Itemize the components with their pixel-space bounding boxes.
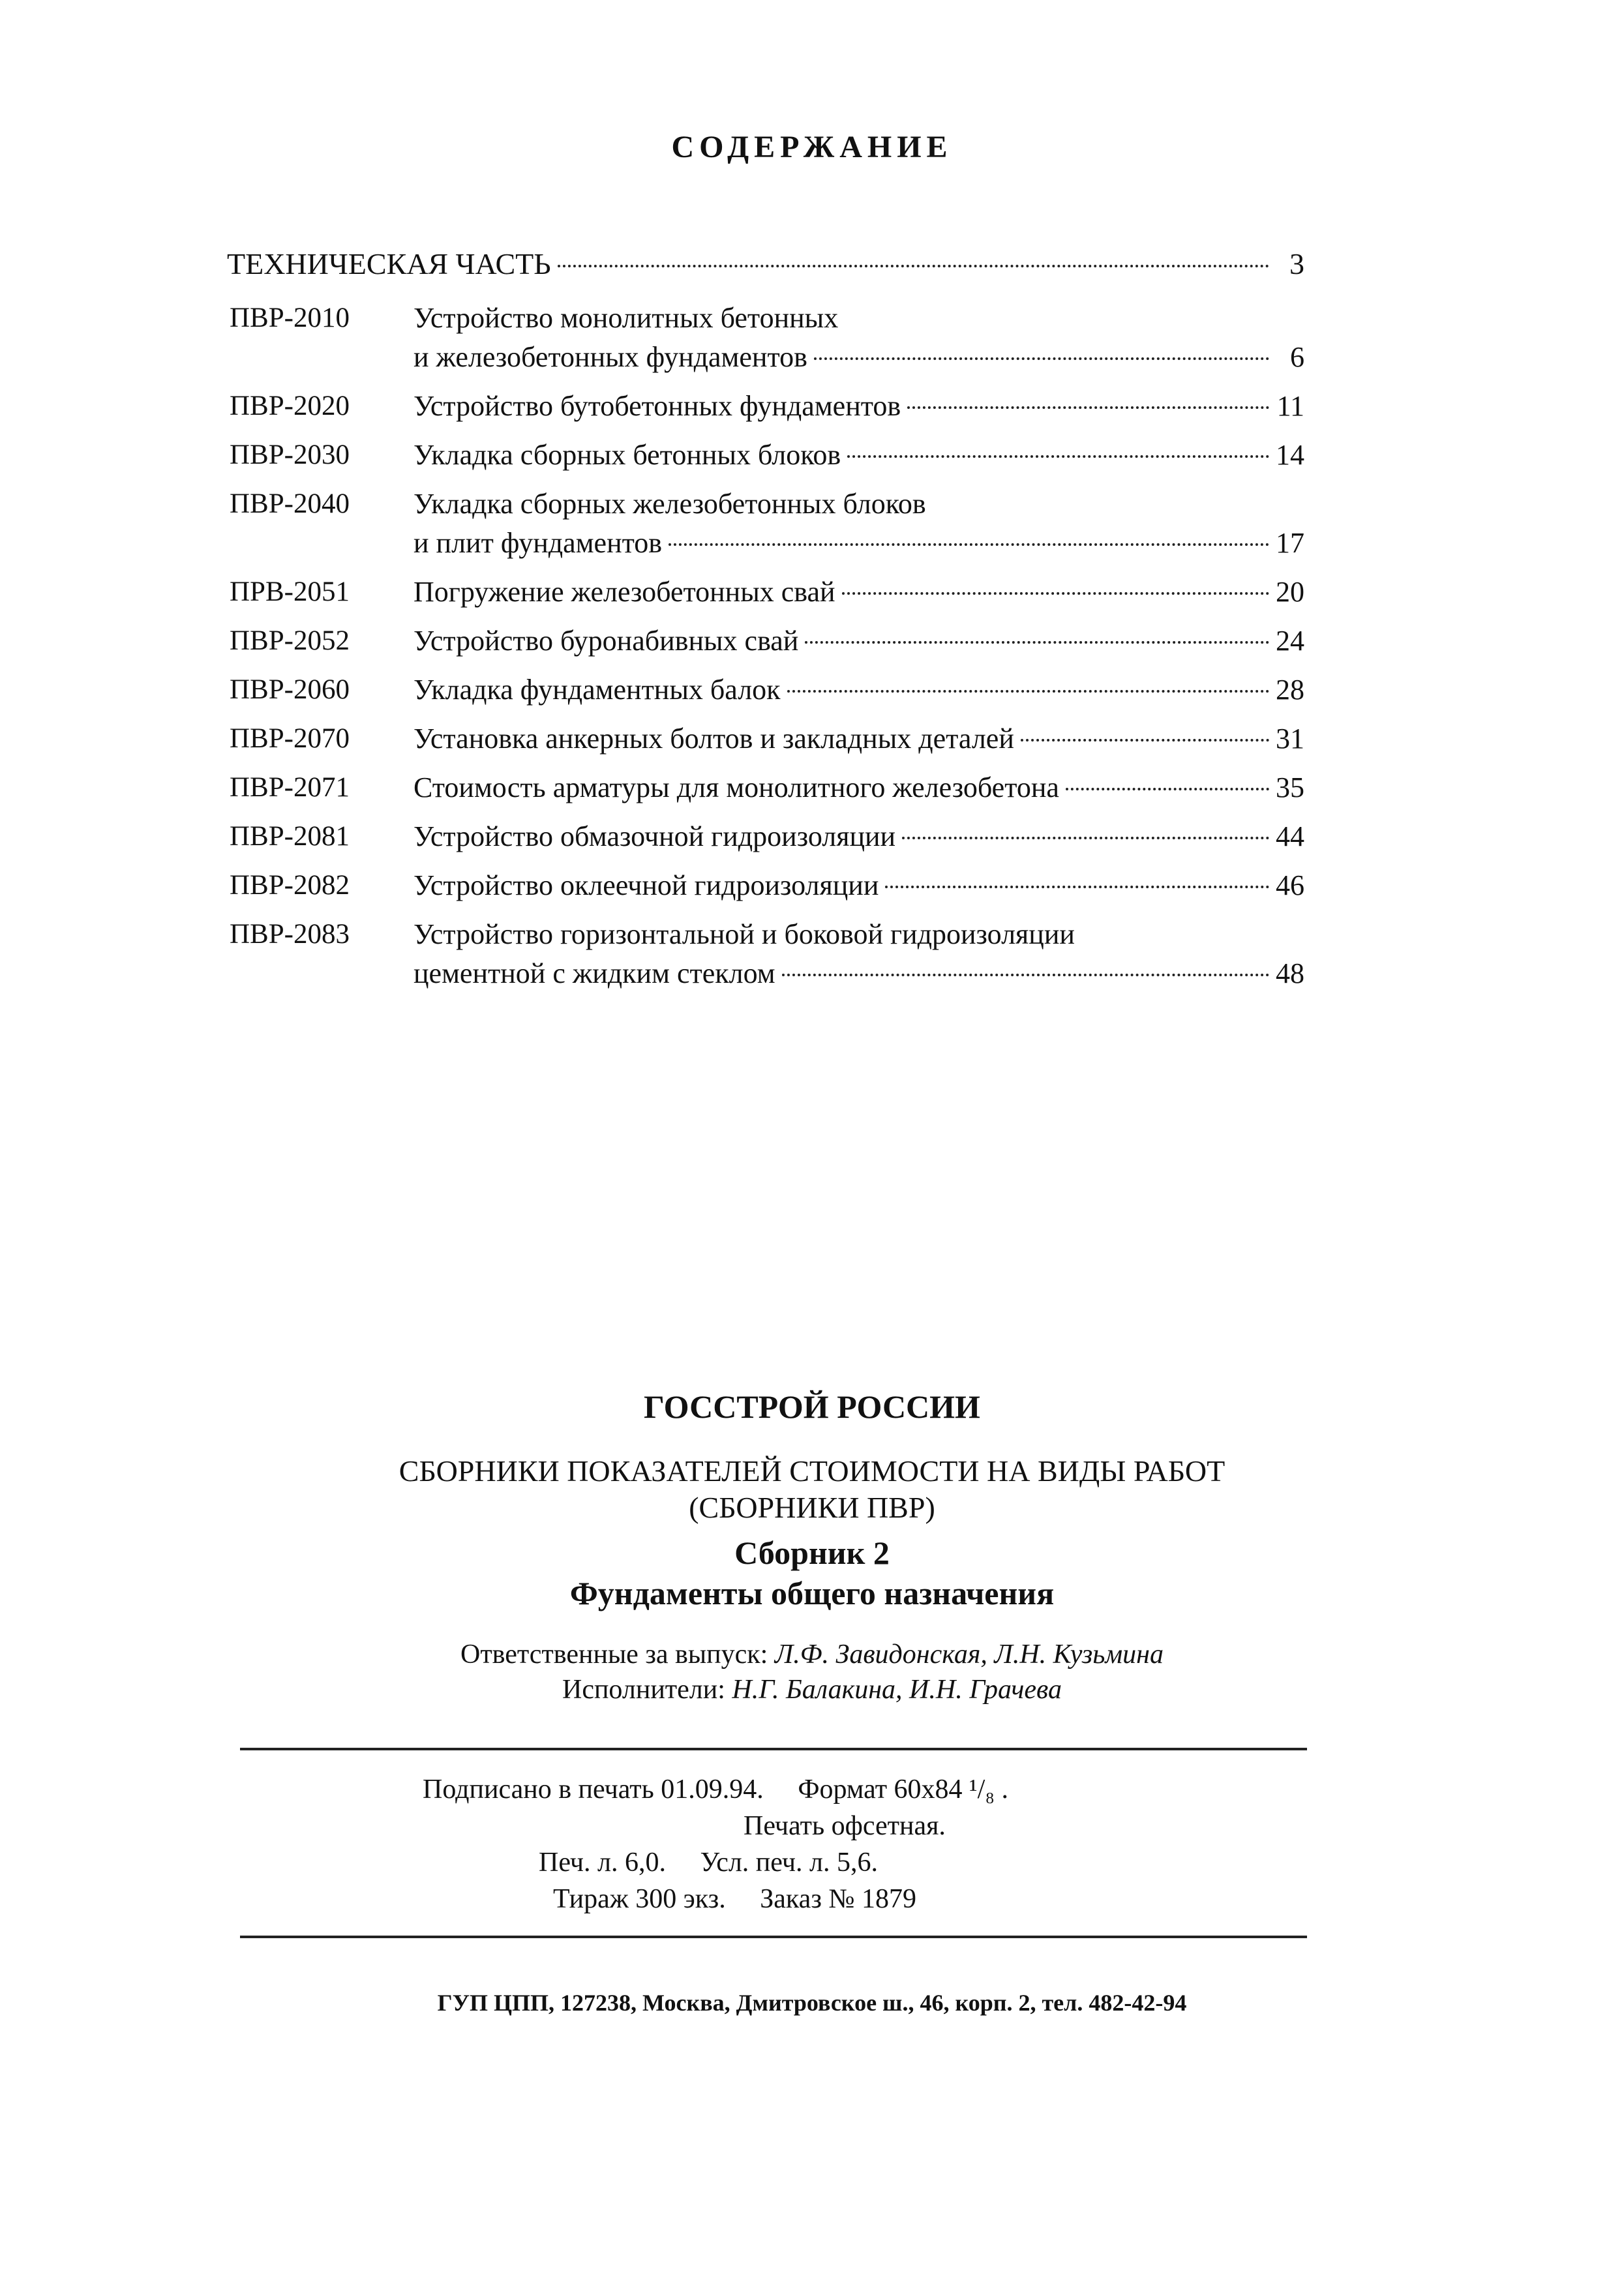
executors-names: Н.Г. Балакина, И.Н. Грачева bbox=[732, 1675, 1062, 1705]
toc-page-number: 17 bbox=[1276, 527, 1304, 559]
toc-leader-dots bbox=[902, 837, 1269, 839]
order-number: Заказ № 1879 bbox=[760, 1884, 916, 1914]
toc-entry[interactable] bbox=[230, 817, 1304, 856]
publisher-org: ГОССТРОЙ РОССИИ bbox=[644, 1388, 980, 1425]
toc-entry-title-line: Устройство бутобетонных фундаментов bbox=[414, 390, 901, 422]
toc-leader-dots bbox=[1021, 739, 1269, 741]
toc-entry-label: ТЕХНИЧЕСКАЯ ЧАСТЬ bbox=[227, 247, 551, 280]
volume-number: Сборник 2 bbox=[734, 1535, 890, 1571]
printing-method: Печать офсетная. bbox=[744, 1811, 946, 1841]
toc-entry-code: ПВР-2060 bbox=[230, 674, 350, 705]
credits bbox=[0, 1637, 1624, 1707]
toc-entry-code: ПВР-2082 bbox=[230, 870, 350, 901]
toc-entry[interactable] bbox=[230, 387, 1304, 426]
toc-leader-dots bbox=[669, 543, 1269, 546]
toc-entry-title-line: Установка анкерных болтов и закладных деталей bbox=[414, 723, 1014, 755]
signed-to-print: Подписано в печать 01.09.94. bbox=[423, 1774, 764, 1804]
toc-page-number: 28 bbox=[1276, 674, 1304, 706]
printing-house: ГУП ЦПП, 127238, Москва, Дмитровское ш., 46, корп. 2, тел. 482-42-94 bbox=[437, 1990, 1187, 2016]
toc-entry-title-line: Укладка фундаментных балок bbox=[414, 674, 781, 706]
toc-entry-title-line: Устройство обмазочной гидроизоляции bbox=[414, 820, 896, 852]
toc-leader-dots bbox=[885, 886, 1269, 888]
toc-page-number: 31 bbox=[1276, 723, 1304, 755]
print-info bbox=[423, 1771, 1205, 1917]
toc-leader-dots bbox=[847, 455, 1269, 458]
toc-entry[interactable] bbox=[230, 768, 1304, 807]
toc-page-number: 6 bbox=[1290, 341, 1304, 373]
toc-entry-technical[interactable] bbox=[227, 247, 1304, 281]
toc-leader-dots bbox=[842, 592, 1269, 595]
toc-leader-dots bbox=[558, 265, 1269, 267]
toc-entry[interactable] bbox=[230, 719, 1304, 758]
toc-entry[interactable] bbox=[230, 573, 1304, 612]
toc-entry-code: ПВР-2010 bbox=[230, 303, 350, 333]
volume-title: Фундаменты общего назначения bbox=[569, 1575, 1055, 1611]
toc-leader-dots bbox=[814, 357, 1269, 360]
toc-entry[interactable] bbox=[230, 299, 1304, 377]
toc-page-number: 48 bbox=[1276, 957, 1304, 989]
toc-leader-dots bbox=[805, 641, 1269, 644]
toc-leader-dots bbox=[782, 974, 1269, 976]
toc-entry-title-line: Устройство монолитных бетонных bbox=[414, 302, 839, 334]
divider bbox=[240, 1748, 1307, 1750]
print-run: Тираж 300 экз. bbox=[553, 1884, 726, 1914]
toc-list bbox=[230, 299, 1304, 1003]
toc-entry[interactable] bbox=[230, 436, 1304, 475]
toc-entry[interactable] bbox=[230, 670, 1304, 710]
toc-entry-title-line: Укладка сборных бетонных блоков bbox=[414, 439, 841, 471]
toc-entry-title-line: и железобетонных фундаментов bbox=[414, 341, 807, 373]
toc-entry-title-line: и плит фундаментов bbox=[414, 527, 663, 559]
toc-entry-title-line: Укладка сборных железобетонных блоков bbox=[414, 488, 926, 520]
toc-entry[interactable] bbox=[230, 485, 1304, 563]
toc-entry-code: ПВР-2040 bbox=[230, 488, 350, 519]
series-title-line: СБОРНИКИ ПОКАЗАТЕЛЕЙ СТОИМОСТИ НА ВИДЫ РАБОТ bbox=[398, 1454, 1226, 1488]
executors-label: Исполнители: bbox=[562, 1675, 725, 1705]
toc-entry-code: ПВР-2070 bbox=[230, 723, 350, 754]
series-title-line: (СБОРНИКИ ПВР) bbox=[689, 1491, 935, 1524]
divider bbox=[240, 1936, 1307, 1938]
toc-leader-dots bbox=[1066, 788, 1269, 790]
toc-page-number: 3 bbox=[1289, 247, 1304, 280]
responsible-names: Л.Ф. Завидонская, Л.Н. Кузьмина bbox=[774, 1640, 1164, 1670]
toc-page-number: 14 bbox=[1276, 439, 1304, 471]
toc-entry[interactable] bbox=[230, 866, 1304, 905]
toc-entry-title-line: Стоимость арматуры для монолитного железобетона bbox=[414, 771, 1059, 803]
toc-page-number: 24 bbox=[1276, 625, 1304, 657]
toc-entry-code: ПВР-2052 bbox=[230, 625, 350, 656]
toc-entry-title-line: Погружение железобетонных свай bbox=[414, 576, 835, 608]
toc-page-number: 44 bbox=[1276, 820, 1304, 852]
toc-entry-title-line: Устройство оклеечной гидроизоляции bbox=[414, 869, 879, 901]
toc-page-number: 35 bbox=[1276, 771, 1304, 803]
toc-leader-dots bbox=[787, 690, 1269, 693]
toc-entry-title-line: Устройство горизонтальной и боковой гидроизоляции bbox=[414, 918, 1075, 950]
conventional-sheets: Усл. печ. л. 5,6. bbox=[700, 1848, 878, 1878]
toc-entry-code: ПВР-2020 bbox=[230, 391, 350, 421]
toc-entry-code: ПВР-2030 bbox=[230, 440, 350, 470]
printed-sheets: Печ. л. 6,0. bbox=[539, 1848, 667, 1878]
paper-format: Формат 60x84 ¹/₈ . bbox=[798, 1774, 1008, 1804]
toc-entry-code: ПРВ-2051 bbox=[230, 576, 350, 607]
toc-leader-dots bbox=[907, 406, 1269, 409]
toc-entry-code: ПВР-2083 bbox=[230, 919, 350, 950]
toc-title: СОДЕРЖАНИЕ bbox=[671, 130, 953, 164]
toc-entry-code: ПВР-2071 bbox=[230, 772, 350, 803]
responsible-label: Ответственные за выпуск: bbox=[460, 1640, 768, 1670]
toc-page-number: 20 bbox=[1276, 576, 1304, 608]
toc-entry[interactable] bbox=[230, 915, 1304, 993]
toc-entry-title-line: цементной с жидким стеклом bbox=[414, 957, 775, 989]
volume-heading bbox=[0, 1533, 1624, 1613]
series-title bbox=[0, 1453, 1624, 1526]
toc-entry-code: ПВР-2081 bbox=[230, 821, 350, 852]
toc-entry-title-line: Устройство буронабивных свай bbox=[414, 625, 799, 657]
toc-page-number: 46 bbox=[1276, 869, 1304, 901]
toc-entry[interactable] bbox=[230, 621, 1304, 661]
toc-page-number: 11 bbox=[1276, 390, 1304, 422]
